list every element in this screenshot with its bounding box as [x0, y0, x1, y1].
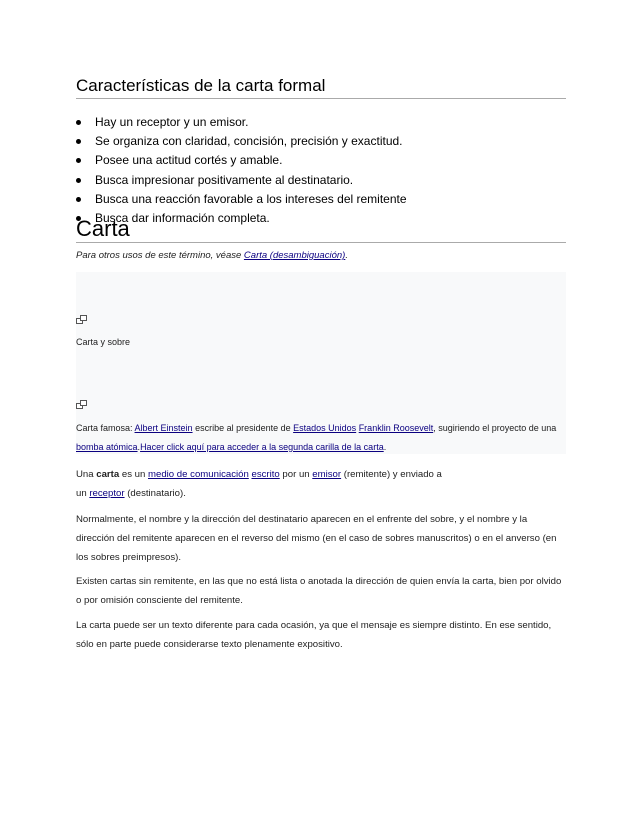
list-item-text: Se organiza con claridad, concisión, precisión y exactitud.: [95, 134, 403, 149]
list-item: [76, 132, 407, 151]
link-albert-einstein[interactable]: Albert Einstein: [134, 423, 193, 433]
paragraph-text: un: [76, 488, 90, 499]
features-list: [76, 113, 407, 228]
paragraph-addresses: Normalmente, el nombre y la dirección del destinatario aparecen en el enfrente del sobre, y el nombre y la dirección del remitente aparecen en el reverso del mismo (en el caso de sobres manuscritos) o en el anverso (en los sobres preimpresos).: [76, 514, 557, 563]
paragraph-text: (remitente) y enviado a: [341, 469, 442, 480]
paragraph-no-sender: Existen cartas sin remitente, en las que no está lista o anotada la dirección de quien envía la carta, bien por olvido o por omisión consciente del remitente.: [76, 576, 562, 606]
paragraph-definition: [76, 465, 566, 503]
disambiguation-link[interactable]: Carta (desambiguación): [243, 250, 346, 261]
paragraph-text: es un: [119, 469, 149, 480]
link-medio-de-comunicacion[interactable]: medio de comunicación: [148, 469, 249, 480]
link-estados-unidos[interactable]: Estados Unidos: [293, 423, 357, 433]
article-title: Carta: [76, 216, 566, 243]
bullet-icon: [76, 197, 81, 202]
caption-text: .: [383, 442, 387, 452]
list-item-text: Hay un receptor y un emisor.: [95, 115, 249, 129]
list-item: [76, 171, 407, 190]
figure-caption-2: [76, 419, 566, 457]
bullet-icon: [76, 158, 81, 163]
list-item: [76, 151, 407, 170]
hatnote-suffix: .: [345, 250, 348, 261]
link-bomba-atomica[interactable]: bomba atómica: [76, 442, 138, 452]
caption-text: escribe al presidente de: [192, 423, 294, 433]
paragraph-text: por un: [279, 469, 313, 480]
paragraph-text-type: La carta puede ser un texto diferente para cada ocasión, ya que el mensaje es siempre distinto. En ese sentido, sólo en parte puede considerarse texto plenamente expositivo.: [76, 620, 552, 650]
link-emisor[interactable]: emisor: [312, 469, 342, 480]
list-item-text: Busca dar información completa.: [95, 211, 270, 226]
paragraph-text: Una: [76, 469, 97, 480]
link-franklin-roosevelt[interactable]: Franklin Roosevelt: [358, 423, 434, 433]
section-title: Características de la carta formal: [76, 76, 566, 99]
caption-text: .: [137, 442, 141, 452]
figure-caption-1: Carta y sobre: [76, 337, 131, 347]
list-item-text: Posee una actitud cortés y amable.: [95, 153, 283, 168]
link-escrito[interactable]: escrito: [251, 469, 280, 480]
list-item-text: Busca impresionar positivamente al destinatario.: [95, 172, 354, 187]
bold-term: carta: [96, 469, 120, 480]
caption-text: Carta famosa:: [76, 423, 135, 433]
caption-text: , sugiriendo el proyecto de una: [433, 423, 557, 433]
hatnote: [76, 250, 348, 261]
enlarge-icon[interactable]: [76, 311, 87, 320]
bullet-icon: [76, 120, 81, 125]
list-item: [76, 190, 407, 209]
link-receptor[interactable]: receptor: [89, 488, 125, 499]
list-item-text: Busca una reacción favorable a los intereses del remitente: [95, 191, 407, 206]
bullet-icon: [76, 178, 81, 183]
list-item: [76, 113, 407, 132]
bullet-icon: [76, 139, 81, 144]
hatnote-prefix: Para otros usos de este término, véase: [76, 250, 244, 261]
link-segunda-carilla[interactable]: Hacer click aquí para acceder a la segunda carilla de la carta: [140, 442, 384, 452]
enlarge-icon[interactable]: [76, 396, 87, 405]
paragraph-text: (destinatario).: [124, 488, 186, 499]
